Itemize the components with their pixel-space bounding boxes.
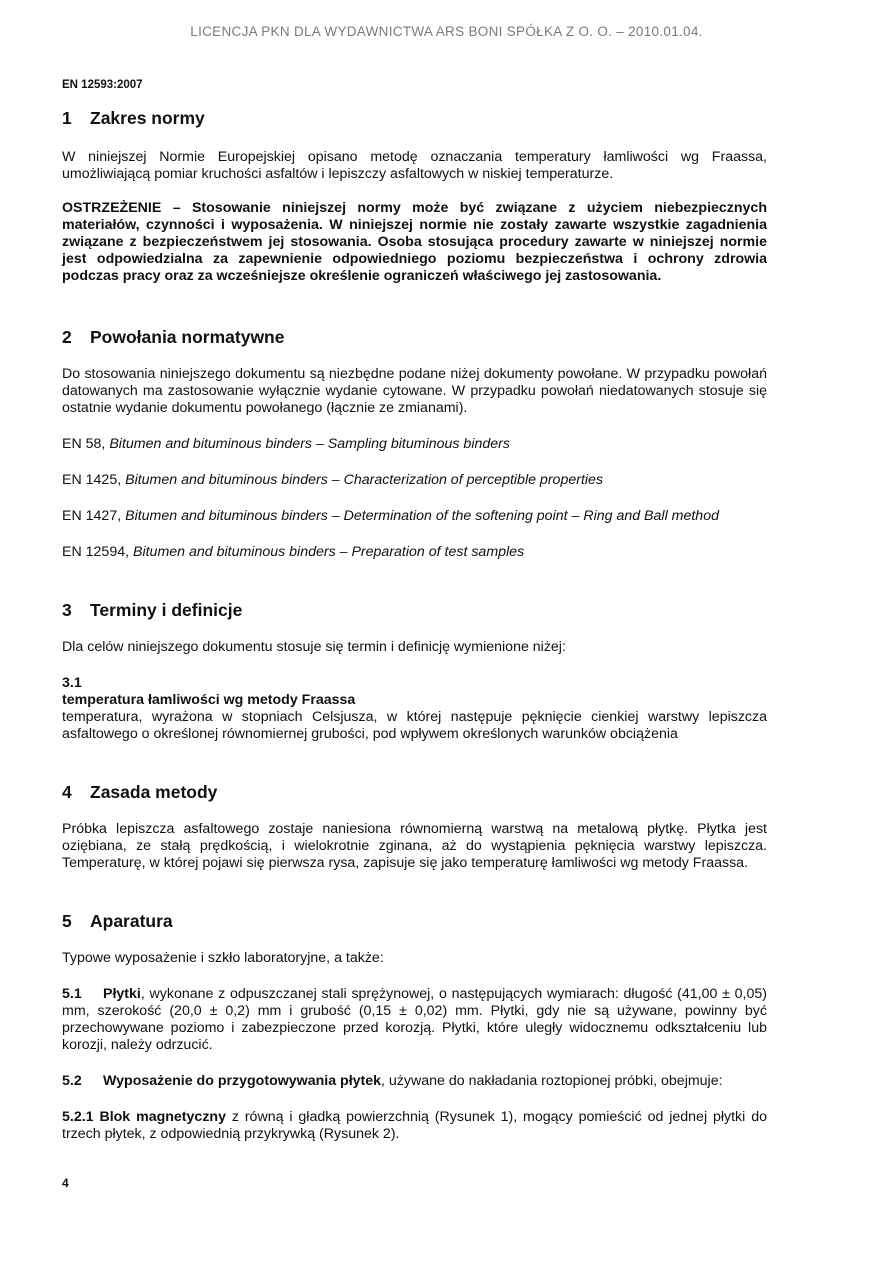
subclause-term: Wyposażenie do przygotowywania płytek — [103, 1073, 382, 1089]
warning-paragraph: OSTRZEŻENIE – Stosowanie niniejszej normy może być związane z użyciem niebezpiecznych materiałów, czynności i wyposażenia. W niniejszej normie nie zostały zawarte wszystkie zagadnienia związane z bezpieczeństwem jej stosowania. Osoba stosująca procedury zawarte w niniejszej normie jest odpowiedzialna za zapewnienie odpowiedniego poziomu bezpieczeństwa i ochrony zdrowia podczas pracy oraz za wcześniejsze określenie ograniczeń właściwego jej zastosowania. — [62, 200, 767, 284]
term-definition: temperatura, wyrażona w stopniach Celsjusza, w której następuje pęknięcie cienkiej warstwy lepiszcza asfaltowego o określonej równomiernej grubości, pod wpływem określonych warunków obciążenia — [62, 709, 767, 742]
subclause-5-2-1 — [62, 1109, 767, 1143]
subclause-text: , wykonane z odpuszczanej stali sprężynowej, o następujących wymiarach: długość (41,00 ± 0,05) mm, szerokość (20,0 ± 0,2) mm i grubość (0,15 ± 0,02) mm. Płytki, gdy nie są używane, powinny być przechowywane poziomo i zabezpieczone przed korozją. Płytki, które uległy widocznemu odkształceniu lub korozji, należy odrzucić. — [62, 986, 767, 1053]
reference-item — [62, 436, 767, 453]
subclause-text: , używane do nakładania roztopionej próbki, obejmuje: — [381, 1073, 723, 1089]
section-number: 4 — [62, 782, 72, 802]
section-number: 5 — [62, 911, 72, 931]
subclause-5-1 — [62, 986, 767, 1054]
section-title: Zakres normy — [90, 108, 205, 128]
section-title: Powołania normatywne — [90, 327, 285, 347]
section-title: Zasada metody — [90, 782, 218, 802]
section-5-heading — [62, 909, 767, 933]
reference-code: EN 12594, — [62, 544, 130, 560]
reference-item — [62, 508, 767, 525]
subclause-number: 5.2.1 — [62, 1109, 94, 1125]
terms-intro: Dla celów niniejszego dokumentu stosuje się termin i definicję wymienione niżej: — [62, 639, 566, 655]
reference-title: Bitumen and bituminous binders – Preparation of test samples — [133, 544, 525, 560]
section-3-heading — [62, 598, 767, 622]
subclause-text: z równą i gładką powierzchnią (Rysunek 1), mogący pomieścić od jednej płytki do trzech płytek, z odpowiednią przykrywką (Rysunek 2). — [62, 1109, 767, 1142]
document-code: EN 12593:2007 — [62, 79, 143, 91]
reference-item — [62, 472, 767, 489]
section-title: Terminy i definicje — [90, 600, 243, 620]
subclause-number: 5.1 — [62, 986, 82, 1002]
scope-paragraph: W niniejszej Normie Europejskiej opisano metodę oznaczania temperatury łamliwości wg Fraassa, umożliwiającą pomiar kruchości asfaltów i lepiszczy asfaltowych w niskiej temperaturze. — [62, 149, 767, 182]
term-number: 3.1 — [62, 675, 82, 691]
reference-item — [62, 544, 767, 561]
reference-title: Bitumen and bituminous binders – Sampling bituminous binders — [109, 436, 510, 452]
subclause-number: 5.2 — [62, 1073, 82, 1089]
reference-title: Bitumen and bituminous binders – Characterization of perceptible properties — [125, 472, 604, 488]
section-number: 3 — [62, 600, 72, 620]
section-1-heading — [62, 106, 767, 130]
section-2-heading — [62, 325, 767, 349]
subclause-5-2 — [62, 1073, 767, 1090]
section-4-heading — [62, 780, 767, 804]
document-body — [62, 106, 767, 1143]
subclause-term: Płytki — [103, 986, 141, 1002]
license-header: LICENCJA PKN DLA WYDAWNICTWA ARS BONI SPÓŁKA Z O. O. – 2010.01.04. — [190, 24, 703, 39]
normative-references-intro: Do stosowania niniejszego dokumentu są niezbędne podane niżej dokumenty powołane. W przypadku powołań datowanych ma zastosowanie wyłącznie wydanie cytowane. W przypadku powołań niedatowanych stosuje się ostatnie wydanie dokumentu powołanego (łącznie ze zmianami). — [62, 366, 767, 416]
page-number: 4 — [62, 1176, 69, 1190]
reference-code: EN 1425, — [62, 472, 122, 488]
reference-title: Bitumen and bituminous binders – Determination of the softening point – Ring and Ball method — [125, 508, 719, 524]
section-number: 1 — [62, 108, 72, 128]
apparatus-intro: Typowe wyposażenie i szkło laboratoryjne, a także: — [62, 950, 384, 966]
subclause-term: Blok magnetyczny — [99, 1109, 226, 1125]
section-number: 2 — [62, 327, 72, 347]
section-title: Aparatura — [90, 911, 173, 931]
reference-code: EN 58, — [62, 436, 106, 452]
term-name: temperatura łamliwości wg metody Fraassa — [62, 692, 356, 708]
reference-code: EN 1427, — [62, 508, 122, 524]
principle-paragraph: Próbka lepiszcza asfaltowego zostaje naniesiona równomierną warstwą na metalową płytkę. Płytka jest oziębiana, ze stałą prędkością, i wielokrotnie zginana, aż do wystąpienia pęknięcia warstwy lepiszcza. Temperaturę, w której pojawi się pierwsza rysa, zapisuje się jako temperaturę łamliwości wg metody Fraassa. — [62, 821, 767, 871]
